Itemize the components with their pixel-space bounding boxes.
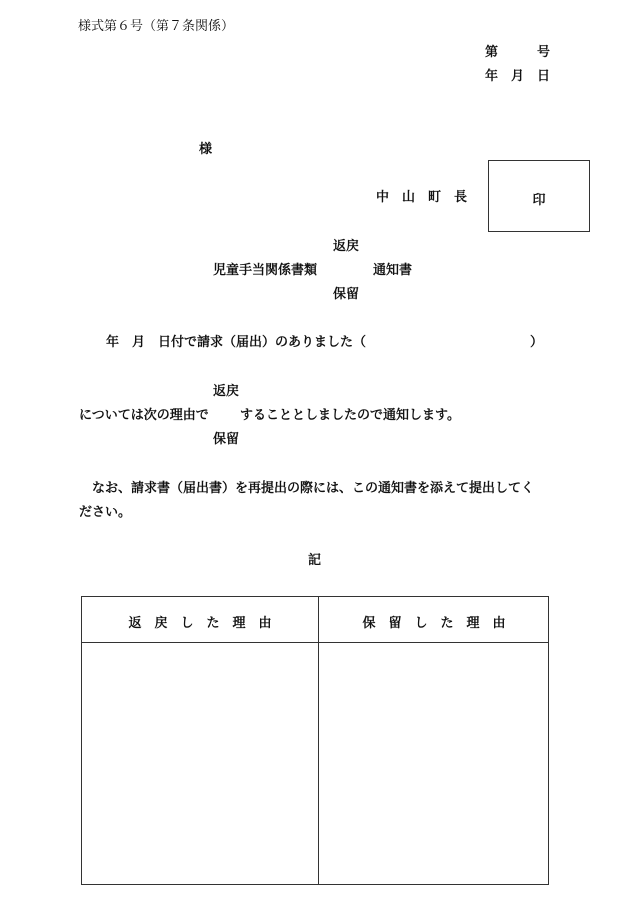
return-reason-header: 返 戻 し た 理 由 xyxy=(128,616,272,631)
record-heading: 記 xyxy=(308,553,322,568)
reasons-table xyxy=(81,596,549,885)
action-option-hold: 保留 xyxy=(213,432,240,447)
body-line-2-reason: については次の理由で xyxy=(79,408,209,423)
note-line-2: ださい。 xyxy=(79,505,132,520)
form-label: 様式第６号（第７条関係） xyxy=(78,19,235,34)
seal-box xyxy=(488,160,590,232)
body-line-1-close: ） xyxy=(530,335,544,350)
seal-label: 印 xyxy=(532,193,546,208)
document-date: 年 月 日 xyxy=(485,69,551,84)
hold-reason-cell[interactable] xyxy=(319,643,549,884)
addressee-suffix: 様 xyxy=(199,142,213,157)
subject-option-return: 返戻 xyxy=(333,239,360,254)
note-line-1: なお、請求書（届出書）を再提出の際には、この通知書を添えて提出してく xyxy=(92,481,535,496)
document-number: 第 号 xyxy=(485,45,551,60)
subject-documents: 児童手当関係書類 xyxy=(213,263,318,278)
hold-reason-header: 保 留 し た 理 由 xyxy=(362,616,506,631)
subject-option-hold: 保留 xyxy=(333,287,360,302)
issuer-name: 中 山 町 長 xyxy=(376,190,468,205)
action-option-return: 返戻 xyxy=(213,384,240,399)
subject-notice: 通知書 xyxy=(373,263,413,278)
body-line-1: 年 月 日付で請求（届出）のありました（ xyxy=(106,335,367,350)
return-reason-cell[interactable] xyxy=(82,643,318,884)
body-line-2-action: することとしましたので通知します。 xyxy=(240,408,460,423)
